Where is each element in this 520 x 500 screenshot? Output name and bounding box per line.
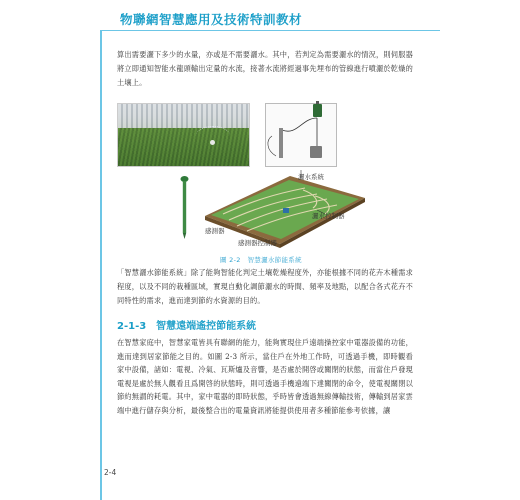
paragraph-intro: 算出需要灑下多少的水量，亦或是不需要灑水。其中，若判定為需要灑水的情況，則伺服器將立即通知智能水龍頭輸出定量的水流，接著水流將經過事先埋布的管線進行噴灑於乾燥的土壤上。 [117, 50, 413, 87]
label-sensor-controller: 感測器控制器 [238, 239, 277, 247]
figure-caption: 圖 2-2 智慧灑水節能系統 [220, 256, 302, 264]
paragraph-smart-watering: 「智慧灑水節能系統」除了能夠智能化判定土壤乾燥程度外，亦能根據不同的花卉木種需求程度，以及不同的栽種區域，實現自動化調節灑水的時間、頻率及地點，以配合各式花卉不同特性的需求，進而達到節約水資源的目的。 [117, 268, 413, 305]
header-rule [100, 30, 440, 31]
device-pole-image [279, 128, 283, 158]
header-title: 物聯網智慧應用及技術特訓教材 [120, 12, 303, 27]
device-controller-cap-image [316, 101, 319, 104]
device-controller-image [313, 104, 322, 117]
section-heading: 2-1-3 智慧遠端遙控節能系統 [117, 321, 257, 332]
sprinkler-head-image-part [210, 140, 215, 145]
label-water-system: 灑水系統 [298, 173, 324, 181]
left-margin-rule [100, 30, 102, 500]
device-weight-image [310, 146, 322, 158]
label-water-controller: 灑水控制器 [312, 212, 345, 220]
lawn-sprinkler-photo [117, 103, 250, 167]
label-sensor: 感測器 [205, 227, 225, 235]
garden-irrigation-illustration [195, 168, 370, 248]
soil-sensor-probe-image [180, 175, 189, 239]
paragraph-remote-control: 在智慧家庭中，智慧家電皆具有聯網的能力，能夠實現住戶遠端操控家中電器設備的功能，進而達到居家節能之目的。如圖 2-3 所示，當住戶在外地工作時，可透過手機，即時觀看家中設備，諸如：電視、冷氣、瓦斯爐及音響，是否處於開啓或關閉的狀態，而當住戶發現電視是處於無人觀看且爲開啓的狀態時，則可透過手機遠端下達關閉的命令，使電視關閉以節約無謂的耗電。其中，家中電器的即時狀態，乎時皆會透過無線傳輸技術，傳輸到居家雲端中進行儲存與分析，最後整合出的電量資訊將能提供使用者多種節能參考依據，讓 [117, 338, 413, 415]
page-number: 2-4 [104, 468, 117, 477]
fence-image-part [118, 104, 249, 130]
